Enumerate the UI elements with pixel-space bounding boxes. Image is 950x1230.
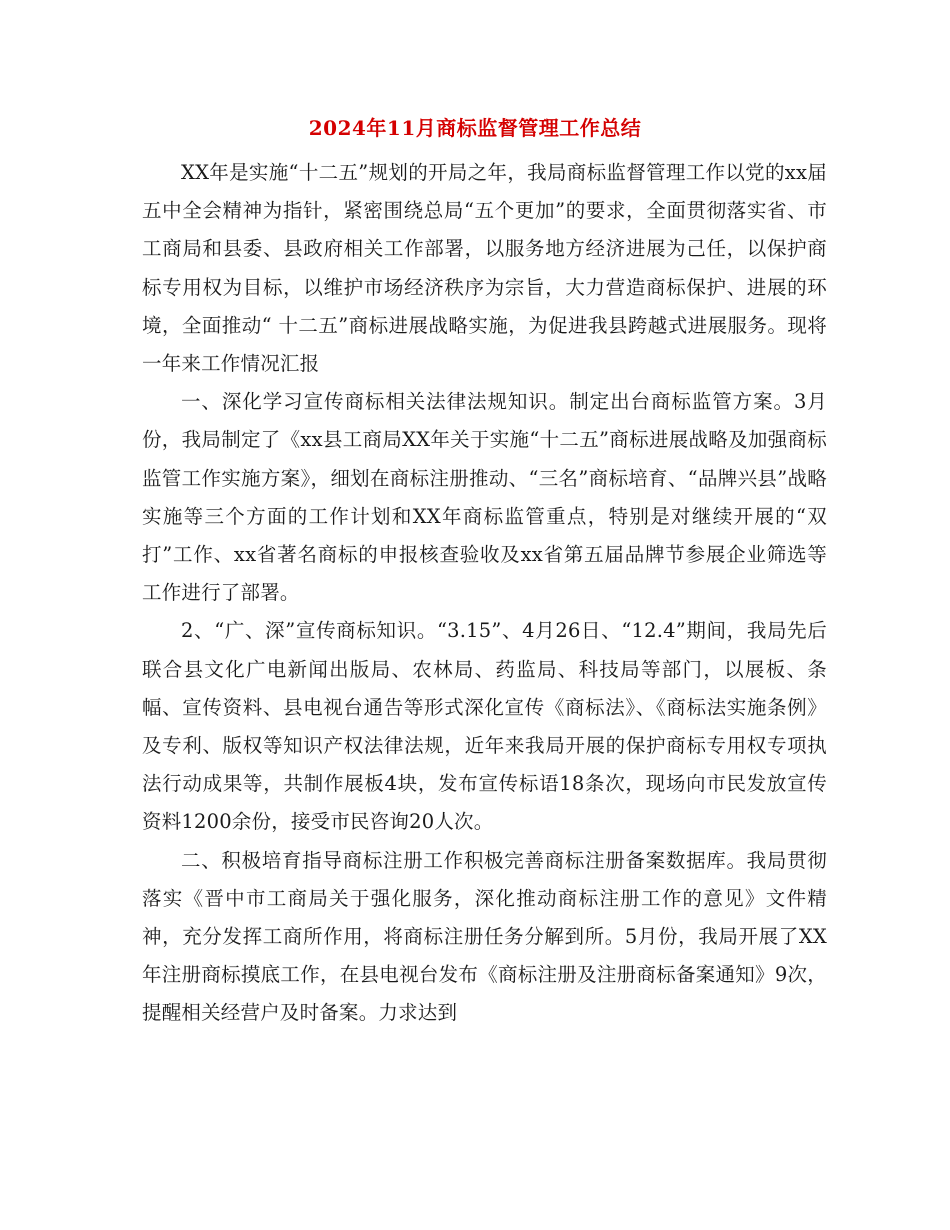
document-body [142, 154, 827, 1033]
paragraph-1: XX年是实施“十二五”规划的开局之年，我局商标监督管理工作以党的xx届五中全会精神为指针，紧密围绕总局“五个更加”的要求，全面贯彻落实省、市工商局和县委、县政府相关工作部署，以服务地方经济进展为己任，以保护商标专用权为目标，以维护市场经济秩序为宗旨，大力营造商标保护、进展的环境，全面推动“ 十二五”商标进展战略实施，为促进我县跨越式进展服务。现将一年来工作情况汇报 [142, 161, 827, 376]
paragraph-4: 二、积极培育指导商标注册工作积极完善商标注册备案数据库。我局贯彻落实《晋中市工商局关于强化服务，深化推动商标注册工作的意见》文件精神，充分发挥工商所作用，将商标注册任务分解到所。5月份，我局开展了XX年注册商标摸底工作，在县电视台发布《商标注册及注册商标备案通知》9次，提醒相关经营户及时备案。力求达到 [142, 848, 827, 1025]
paragraph-2: 一、深化学习宣传商标相关法律法规知识。制定出台商标监管方案。3月份，我局制定了《xx县工商局XX年关于实施“十二五”商标进展战略及加强商标监管工作实施方案》，细划在商标注册推动、“三名”商标培育、“品牌兴县”战略实施等三个方面的工作计划和XX年商标监管重点，特别是对继续开展的“双打”工作、xx省著名商标的申报核查验收及xx省第五届品牌节参展企业筛选等工作进行了部署。 [142, 390, 827, 605]
paragraph-3: 2、“广、深”宣传商标知识。“3.15”、4月26日、“12.4”期间，我局先后联合县文化广电新闻出版局、农林局、药监局、科技局等部门，以展板、条幅、宣传资料、县电视台通告等形式深化宣传《商标法》、《商标法实施条例》及专利、版权等知识产权法律法规，近年来我局开展的保护商标专用权专项执法行动成果等，共制作展板4块，发布宣传标语18条次，现场向市民发放宣传资料1200余份，接受市民咨询20人次。 [142, 619, 827, 834]
document-title: 2024年11月商标监督管理工作总结 [308, 116, 642, 140]
